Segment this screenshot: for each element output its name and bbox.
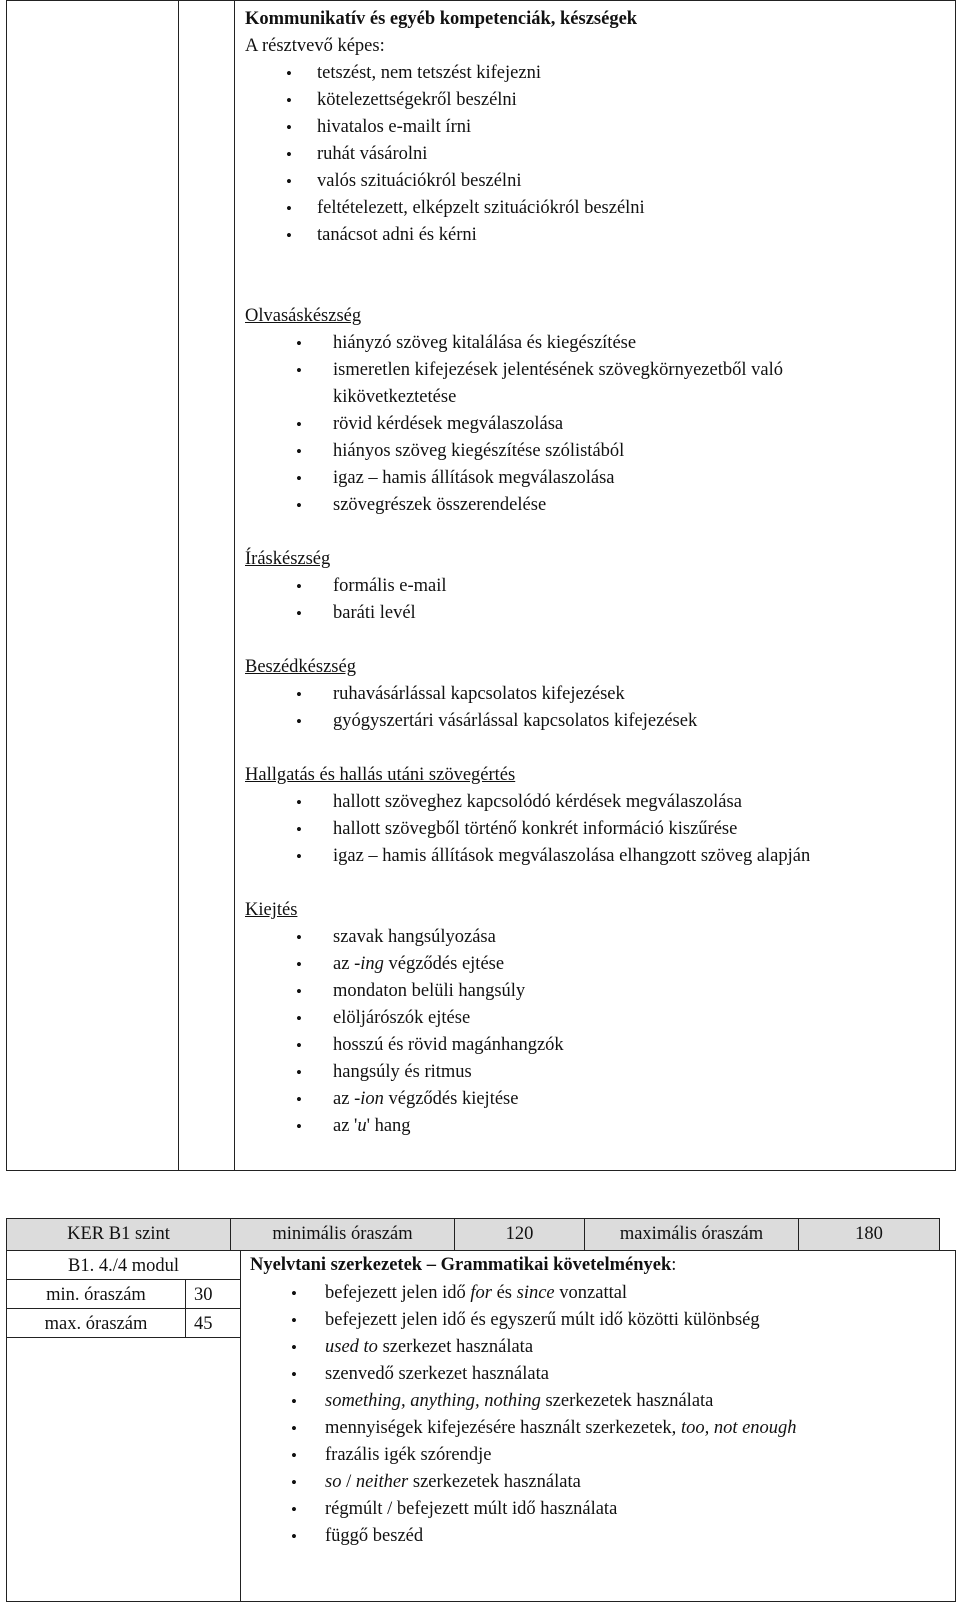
module-min-label-cell: min. óraszám [6, 1279, 186, 1309]
list-item: • baráti levél [245, 600, 950, 627]
grammar-list-item: • befejezett jelen idő for és since vonzattal [250, 1280, 950, 1307]
min-hours-value-cell: 120 [454, 1218, 585, 1251]
list-item: • tanácsot adni és kérni [245, 222, 950, 249]
top-table-col-2 [178, 0, 235, 1171]
list-item: • elöljárószók ejtése [245, 1005, 950, 1032]
list-item: • formális e-mail [245, 573, 950, 600]
max-hours-label-cell: maximális óraszám [584, 1218, 799, 1251]
list-item: • tetszést, nem tetszést kifejezni [245, 60, 950, 87]
list-item: • gyógyszertári vásárlással kapcsolatos kifejezések [245, 708, 950, 735]
list-item: • szavak hangsúlyozása [245, 924, 950, 951]
list-item: • hiányos szöveg kiegészítése szólistából [245, 438, 950, 465]
list-item-continuation: kikövetkeztetése [333, 387, 457, 407]
list-item: • hivatalos e-mailt írni [245, 114, 950, 141]
competencies-content [245, 6, 950, 1140]
list-item: • mondaton belüli hangsúly [245, 978, 950, 1005]
module-left-column [6, 1337, 241, 1602]
module-max-value-cell: 45 [185, 1308, 241, 1338]
grammar-list-item: • frazális igék szórendje [250, 1442, 950, 1469]
grammar-list-item: • so / neither szerkezetek használata [250, 1469, 950, 1496]
grammar-list-item: • befejezett jelen idő és egyszerű múlt idő közötti különbség [250, 1307, 950, 1334]
list-item: • igaz – hamis állítások megválaszolása [245, 465, 950, 492]
list-item: • igaz – hamis állítások megválaszolása elhangzott szöveg alapján [245, 843, 950, 870]
speaking-heading: Beszédkészség [245, 657, 356, 677]
list-item: • kötelezettségekről beszélni [245, 87, 950, 114]
module-max-label-cell: max. óraszám [6, 1308, 186, 1338]
list-item: • ruhavásárlással kapcsolatos kifejezések [245, 681, 950, 708]
list-item: • hiányzó szöveg kitalálása és kiegészítése [245, 330, 950, 357]
grammar-list-item: • függő beszéd [250, 1523, 950, 1550]
level-cell: KER B1 szint [6, 1218, 231, 1251]
list-item: • valós szituációkról beszélni [245, 168, 950, 195]
module-name-cell: B1. 4./4 modul [6, 1250, 241, 1280]
list-item: • ismeretlen kifejezések jelentésének szövegkörnyezetből való [245, 357, 950, 384]
grammar-list-item: • used to szerkezet használata [250, 1334, 950, 1361]
listening-heading: Hallgatás és hallás utáni szövegértés [245, 765, 516, 785]
grammar-list-item: • régmúlt / befejezett múlt idő használata [250, 1496, 950, 1523]
list-item: • ruhát vásárolni [245, 141, 950, 168]
list-item: • hosszú és rövid magánhangzók [245, 1032, 950, 1059]
grammar-title: Nyelvtani szerkezetek – Grammatikai követelmények: [250, 1255, 677, 1275]
min-hours-label-cell: minimális óraszám [230, 1218, 455, 1251]
grammar-list [250, 1280, 950, 1550]
top-table-col-1 [6, 0, 179, 1171]
section-title: Kommunikatív és egyéb kompetenciák, készségek [245, 9, 638, 29]
pronunciation-list [245, 924, 950, 1140]
list-item: • hangsúly és ritmus [245, 1059, 950, 1086]
list-item: • hallott szövegből történő konkrét információ kiszűrése [245, 816, 950, 843]
intro-text: A résztvevő képes: [245, 36, 385, 56]
pronunciation-heading: Kiejtés [245, 900, 298, 920]
writing-heading: Íráskészség [245, 549, 331, 569]
list-item: • az -ing végződés ejtése [245, 951, 950, 978]
competency-list [245, 60, 950, 249]
reading-heading: Olvasáskészség [245, 306, 362, 326]
list-item: • az -ion végződés kiejtése [245, 1086, 950, 1113]
list-item: • rövid kérdések megválaszolása [245, 411, 950, 438]
grammar-list-item: • szenvedő szerkezet használata [250, 1361, 950, 1388]
max-hours-value-cell: 180 [798, 1218, 940, 1251]
list-item: • szövegrészek összerendelése [245, 492, 950, 519]
grammar-list-item: • mennyiségek kifejezésére használt szerkezetek, too, not enough [250, 1415, 950, 1442]
module-min-value-cell: 30 [185, 1279, 241, 1309]
list-item: • hallott szöveghez kapcsolódó kérdések megválaszolása [245, 789, 950, 816]
list-item: • az 'u' hang [245, 1113, 950, 1140]
grammar-list-item: • something, anything, nothing szerkezetek használata [250, 1388, 950, 1415]
list-item: • feltételezett, elképzelt szituációkról beszélni [245, 195, 950, 222]
